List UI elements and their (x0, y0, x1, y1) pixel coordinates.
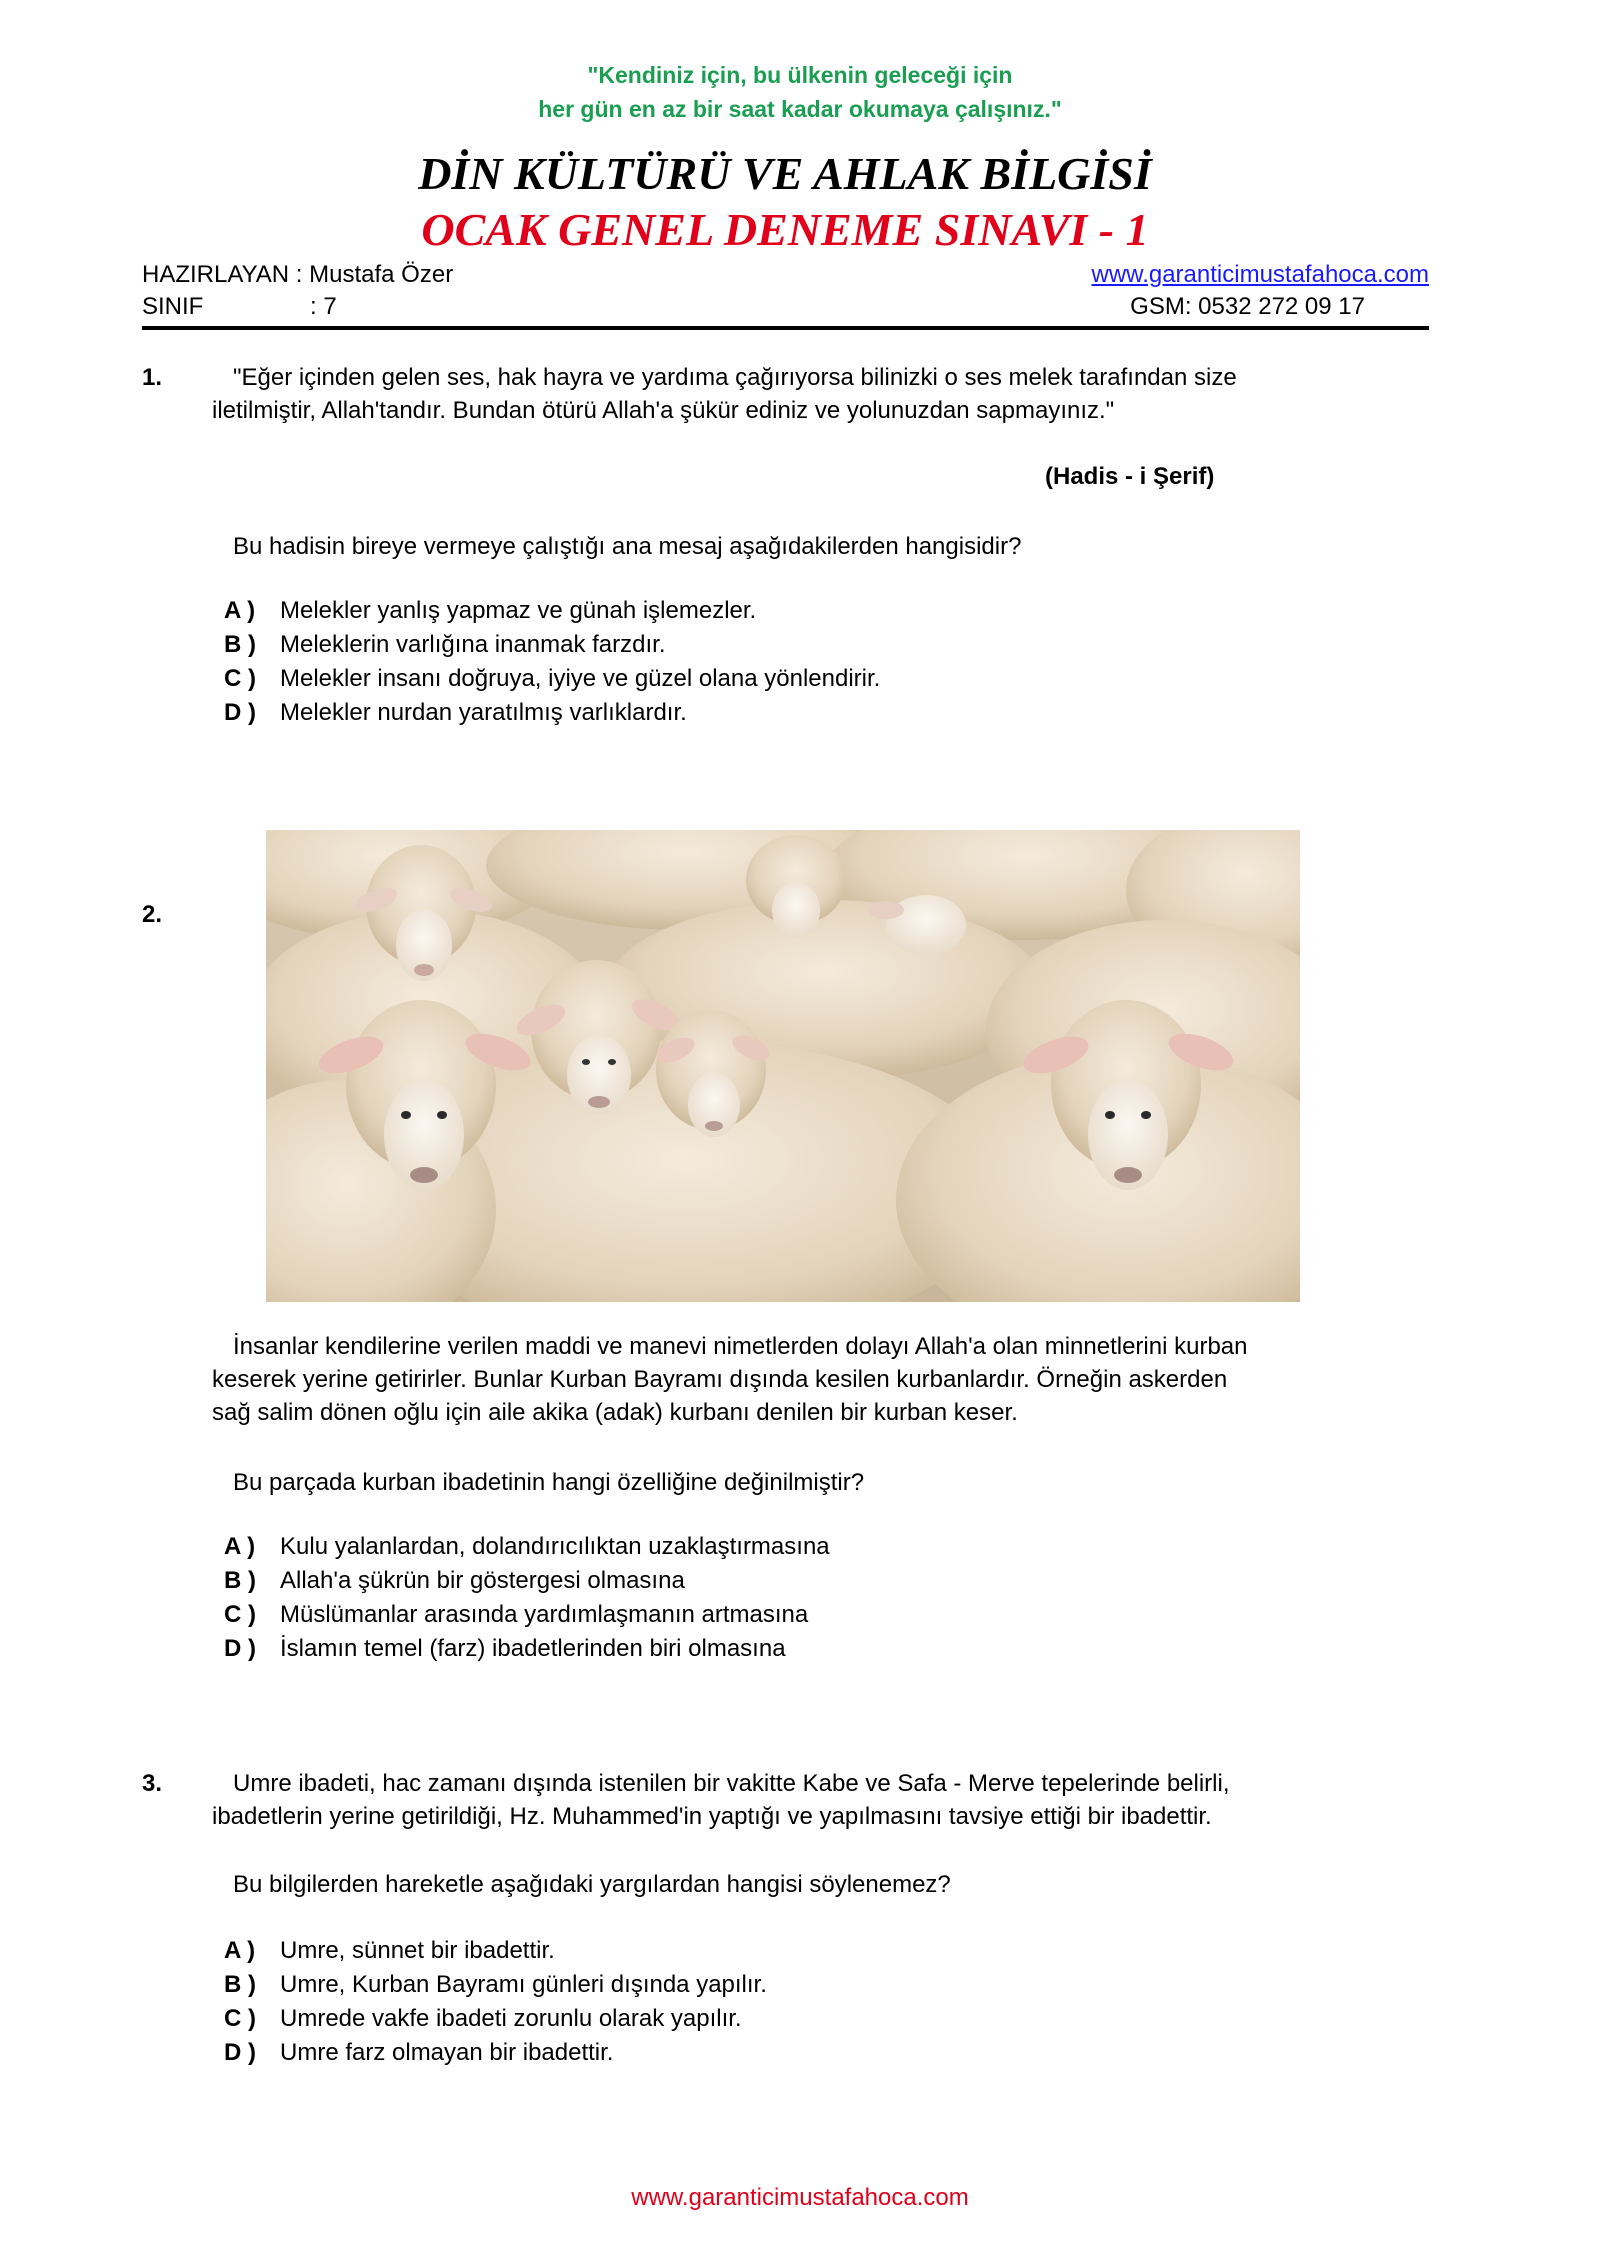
option-text: Allah'a şükrün bir göstergesi olmasına (280, 1567, 685, 1594)
question-3-number: 3. (142, 1770, 163, 1797)
question-2-text-line-2: keserek yerine getirirler. Bunlar Kurban Bayramı dışında kesilen kurbanlardır. Örneğin askerden (212, 1366, 1228, 1393)
question-1-options (224, 594, 880, 730)
option-a[interactable] (224, 594, 880, 628)
class-value: : 7 (310, 293, 337, 320)
option-c[interactable] (224, 662, 880, 696)
option-letter: D ) (224, 2039, 256, 2066)
question-1-text-line-1: "Eğer içinden gelen ses, hak hayra ve yardıma çağırıyorsa bilinizki o ses melek tarafından size (233, 364, 1237, 391)
option-b[interactable] (224, 1564, 830, 1598)
question-1-source: (Hadis - i Şerif) (1045, 463, 1215, 490)
question-3-prompt: Bu bilgilerden hareketle aşağıdaki yargılardan hangisi söylenemez? (233, 1871, 951, 1898)
option-letter: D ) (224, 1635, 256, 1662)
option-text: İslamın temel (farz) ibadetlerinden biri olmasına (280, 1635, 786, 1662)
motto-line-2: her gün en az bir saat kadar okumaya çalışınız." (538, 96, 1062, 122)
question-1-prompt: Bu hadisin bireye vermeye çalıştığı ana mesaj aşağıdakilerden hangisidir? (233, 533, 1022, 560)
prepared-by: HAZIRLAYAN : Mustafa Özer (142, 261, 454, 288)
header-divider (142, 326, 1429, 330)
option-text: Melekler yanlış yapmaz ve günah işlemezler. (280, 597, 757, 624)
option-letter: B ) (224, 631, 256, 658)
question-2-prompt: Bu parçada kurban ibadetinin hangi özelliğine değinilmiştir? (233, 1469, 865, 1496)
option-letter: A ) (224, 1937, 256, 1964)
option-text: Meleklerin varlığına inanmak farzdır. (280, 631, 666, 658)
question-1-text-line-2: iletilmiştir, Allah'tandır. Bundan ötürü Allah'a şükür ediniz ve yolunuzdan sapmayınız." (212, 397, 1115, 424)
option-d[interactable] (224, 696, 880, 730)
question-3-text-line-2: ibadetlerin yerine getirildiği, Hz. Muhammed'in yaptığı ve yapılmasını tavsiye ettiği bir ibadettir. (212, 1803, 1212, 1830)
option-b[interactable] (224, 628, 880, 662)
option-text: Kulu yalanlardan, dolandırıcılıktan uzaklaştırmasına (280, 1533, 830, 1560)
exam-name-title: OCAK GENEL DENEME SINAVI - 1 (421, 204, 1149, 255)
class-label: SINIF (142, 293, 204, 320)
header-website-link[interactable]: www.garanticimustafahoca.com (1091, 261, 1429, 288)
option-text: Umre farz olmayan bir ibadettir. (280, 2039, 614, 2066)
option-letter: C ) (224, 1601, 256, 1628)
question-3-text-line-1: Umre ibadeti, hac zamanı dışında istenilen bir vakitte Kabe ve Safa - Merve tepelerinde belirli, (233, 1770, 1230, 1797)
option-letter: C ) (224, 2005, 256, 2032)
question-1-number: 1. (142, 364, 163, 391)
question-2-text-line-3: sağ salim dönen oğlu için aile akika (adak) kurbanı denilen bir kurban keser. (212, 1399, 1018, 1426)
option-a[interactable] (224, 1934, 767, 1968)
question-2-text-line-1: İnsanlar kendilerine verilen maddi ve manevi nimetlerden dolayı Allah'a olan minnetlerini kurban (233, 1333, 1248, 1360)
option-letter: A ) (224, 1533, 256, 1560)
option-text: Umrede vakfe ibadeti zorunlu olarak yapılır. (280, 2005, 742, 2032)
motto-line-1: "Kendiniz için, bu ülkenin geleceği için (587, 62, 1013, 88)
option-text: Umre, Kurban Bayramı günleri dışında yapılır. (280, 1971, 767, 1998)
option-d[interactable] (224, 2036, 767, 2070)
sheep-flock-image (266, 830, 1300, 1302)
option-letter: A ) (224, 597, 256, 624)
question-3-options (224, 1934, 767, 2070)
option-letter: B ) (224, 1567, 256, 1594)
option-d[interactable] (224, 1632, 830, 1666)
option-text: Müslümanlar arasında yardımlaşmanın artmasına (280, 1601, 809, 1628)
gsm-number: GSM: 0532 272 09 17 (1130, 293, 1365, 320)
option-c[interactable] (224, 2002, 767, 2036)
option-c[interactable] (224, 1598, 830, 1632)
footer-website-link[interactable]: www.garanticimustafahoca.com (631, 2184, 969, 2211)
question-2-options (224, 1530, 830, 1666)
option-letter: C ) (224, 665, 256, 692)
option-text: Melekler nurdan yaratılmış varlıklardır. (280, 699, 687, 726)
option-b[interactable] (224, 1968, 767, 2002)
option-a[interactable] (224, 1530, 830, 1564)
question-2-number: 2. (142, 901, 163, 928)
option-text: Umre, sünnet bir ibadettir. (280, 1937, 555, 1964)
option-text: Melekler insanı doğruya, iyiye ve güzel olana yönlendirir. (280, 665, 881, 692)
exam-subject-title: DİN KÜLTÜRÜ VE AHLAK BİLGİSİ (418, 148, 1152, 199)
option-letter: D ) (224, 699, 256, 726)
option-letter: B ) (224, 1971, 256, 1998)
